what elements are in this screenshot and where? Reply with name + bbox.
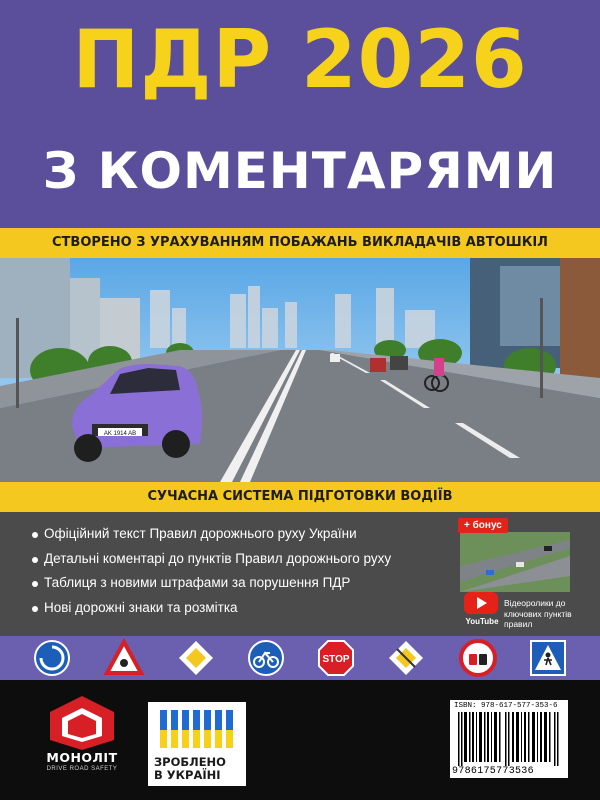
feature-item: Нові дорожні знаки та розмітка bbox=[44, 596, 391, 621]
feature-item: Офіційний текст Правил дорожнього руху України bbox=[44, 522, 391, 547]
road-scene-illustration bbox=[0, 258, 600, 482]
warning-triangle-sign-icon bbox=[104, 638, 144, 678]
roundabout-sign-icon bbox=[32, 638, 72, 678]
license-plate: AK 1914 AB bbox=[103, 431, 137, 437]
stop-sign-icon bbox=[316, 638, 356, 678]
barcode-icon bbox=[458, 712, 562, 766]
cover-header bbox=[0, 0, 600, 228]
bicycle-path-sign-icon bbox=[246, 638, 286, 678]
priority-road-sign-icon bbox=[176, 638, 216, 678]
isbn-barcode bbox=[450, 700, 568, 778]
bullet-icon bbox=[32, 557, 38, 563]
banner-top: СТВОРЕНО З УРАХУВАННЯМ ПОБАЖАНЬ ВИКЛАДАЧІВ АВТОШКІЛ bbox=[0, 228, 600, 258]
isbn-text: ISBN: 978-617-577-353-6 bbox=[454, 702, 558, 710]
made-in-line1: ЗРОБЛЕНО bbox=[154, 755, 226, 769]
banner-bottom: СУЧАСНА СИСТЕМА ПІДГОТОВКИ ВОДІЇВ bbox=[0, 482, 600, 512]
stop-sign-text: STOP bbox=[322, 654, 350, 665]
youtube-icon: YouTube bbox=[462, 590, 500, 626]
bonus-tag: + бонус bbox=[458, 518, 508, 533]
made-in-ukraine-badge bbox=[148, 702, 246, 786]
feature-item: Детальні коментарі до пунктів Правил дорожнього руху bbox=[44, 547, 391, 572]
ukraine-flag-bars-icon bbox=[154, 710, 242, 750]
road-signs-row bbox=[0, 636, 600, 680]
no-overtaking-sign-icon bbox=[458, 638, 498, 678]
pedestrian-crossing-sign-icon bbox=[528, 638, 568, 678]
cover-footer bbox=[0, 680, 600, 800]
video-thumbnail bbox=[456, 526, 576, 596]
features-panel bbox=[0, 512, 600, 636]
barcode-number: 9786175773536 bbox=[452, 766, 534, 777]
publisher-name: МОНОЛІТ bbox=[46, 750, 118, 765]
bullet-icon bbox=[32, 581, 38, 587]
made-in-line2: В УКРАЇНІ bbox=[154, 768, 221, 782]
bonus-note: Відеоролики до ключових пунктів правил bbox=[504, 598, 572, 629]
end-priority-road-sign-icon bbox=[386, 638, 426, 678]
bonus-block bbox=[456, 518, 576, 634]
book-subtitle: З КОМЕНТАРЯМИ bbox=[42, 142, 558, 200]
feature-list bbox=[44, 522, 391, 620]
bullet-icon bbox=[32, 606, 38, 612]
feature-item: Таблиця з новими штрафами за порушення ПДР bbox=[44, 571, 391, 596]
book-title: ПДР 2026 bbox=[72, 13, 528, 106]
publisher-tagline: DRIVE ROAD SAFETY bbox=[46, 766, 118, 772]
bullet-icon bbox=[32, 532, 38, 538]
publisher-logo-icon bbox=[46, 694, 118, 752]
